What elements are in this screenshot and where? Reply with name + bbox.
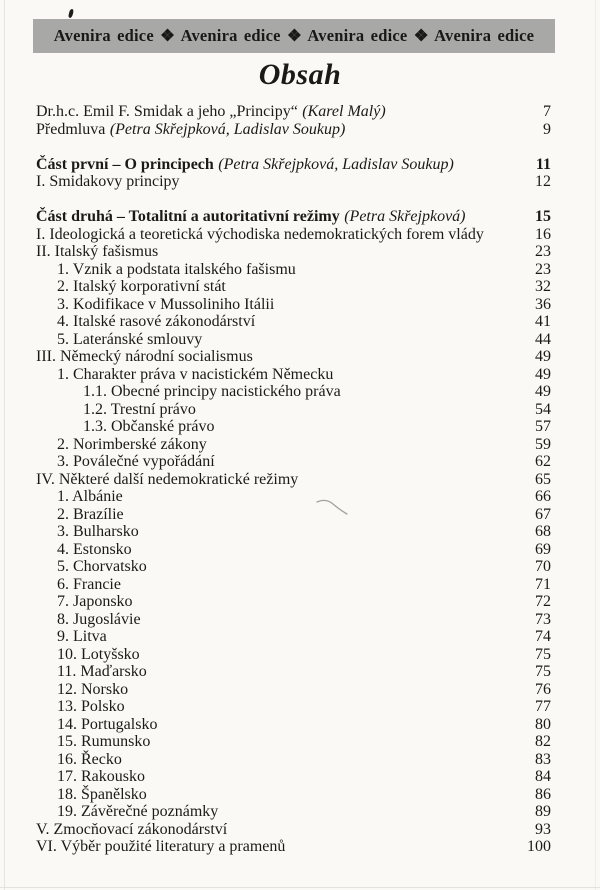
toc-entry — [36, 838, 551, 856]
entry-title: 11. Maďarsko — [57, 663, 147, 680]
entry-page-number: 82 — [535, 733, 551, 750]
entry-page-number: 54 — [535, 400, 551, 418]
entry-page-number: 65 — [535, 470, 551, 488]
entry-page-number: 100 — [527, 838, 551, 855]
toc-entry — [36, 313, 551, 331]
entry-title: 3. Bulharsko — [57, 523, 139, 540]
entry-title: Dr.h.c. Emil F. Smidak a jeho „Principy“ — [36, 103, 298, 120]
scan-bottom-edge — [0, 887, 600, 888]
toc-entry — [36, 821, 551, 839]
entry-title: 6. Francie — [57, 575, 121, 593]
entry-title: 1.3. Občanské právo — [83, 418, 215, 435]
toc-entry — [36, 593, 551, 611]
entry-authors: (Petra Skřejpková, Ladislav Soukup) — [109, 120, 346, 138]
entry-page-number: 62 — [535, 453, 551, 470]
toc-entry — [36, 296, 551, 314]
entry-title: 1. Albánie — [57, 488, 123, 505]
entry-page-number: 72 — [535, 593, 551, 610]
toc-entry — [36, 488, 551, 506]
entry-page-number: 69 — [535, 540, 551, 558]
entry-authors: (Karel Malý) — [302, 103, 386, 120]
entry-title: 1.1. Obecné principy nacistického práva — [83, 383, 341, 400]
entry-title: 14. Portugalsko — [57, 715, 158, 733]
toc-entry — [36, 401, 551, 419]
entry-page-number: 41 — [535, 313, 551, 330]
entry-title: 15. Rumunsko — [57, 733, 151, 750]
toc-entry — [36, 436, 551, 454]
toc-entry — [36, 733, 551, 751]
toc-entry — [36, 663, 551, 681]
entry-page-number: 44 — [535, 330, 551, 348]
toc-entry — [36, 803, 551, 821]
entry-title: 8. Jugoslávie — [57, 610, 141, 628]
entry-title: 1. Charakter práva v nacistickém Německu — [57, 365, 334, 383]
scan-right-edge — [595, 0, 596, 890]
toc-entry — [36, 383, 551, 401]
toc-entry — [36, 576, 551, 594]
entry-page-number: 75 — [535, 663, 551, 680]
entry-page-number: 77 — [535, 698, 551, 715]
entry-title: Část druhá – Totalitní a autoritativní režimy — [36, 208, 340, 225]
entry-page-number: 83 — [535, 750, 551, 768]
toc-entry — [36, 366, 551, 384]
entry-title: 13. Polsko — [57, 698, 125, 715]
entry-page-number: 9 — [543, 120, 551, 138]
entry-page-number: 89 — [535, 803, 551, 820]
entry-title: 3. Poválečné vypořádání — [57, 453, 215, 470]
entry-title: 1.2. Trestní právo — [83, 400, 196, 418]
entry-title: 7. Japonsko — [57, 593, 133, 610]
toc-entry — [36, 558, 551, 576]
series-banner: Avenira edice ❖ Avenira edice ❖ Avenira edice ❖ Avenira edice — [33, 19, 555, 53]
toc-entry — [36, 646, 551, 664]
entry-page-number: 73 — [535, 610, 551, 628]
entry-title: I. Smidakovy principy — [36, 173, 180, 190]
entry-title: 1. Vznik a podstata italského fašismu — [57, 260, 296, 278]
entry-title: 2. Brazílie — [57, 505, 124, 523]
entry-title: 9. Litva — [57, 628, 107, 645]
entry-page-number: 49 — [535, 348, 551, 365]
entry-page-number: 76 — [535, 680, 551, 698]
entry-title: 5. Lateránské smlouvy — [57, 330, 203, 348]
toc-entry — [36, 331, 551, 349]
entry-page-number: 74 — [535, 628, 551, 645]
entry-title: Část první – O principech — [36, 155, 214, 173]
entry-page-number: 12 — [535, 173, 551, 190]
entry-page-number: 80 — [535, 715, 551, 733]
toc-entry — [36, 226, 551, 244]
entry-page-number: 49 — [535, 383, 551, 400]
entry-title: II. Italský fašismus — [36, 243, 159, 260]
entry-title: I. Ideologická a teoretická východiska nedemokratických forem vlády — [36, 225, 484, 243]
entry-page-number: 16 — [535, 225, 551, 243]
toc-entry — [36, 768, 551, 786]
toc-entry — [36, 278, 551, 296]
entry-page-number: 49 — [535, 365, 551, 383]
entry-page-number: 23 — [535, 260, 551, 278]
entry-page-number: 59 — [535, 435, 551, 453]
toc-entry — [36, 261, 551, 279]
entry-page-number: 86 — [535, 785, 551, 803]
entry-page-number: 36 — [535, 295, 551, 313]
entry-page-number: 23 — [535, 243, 551, 260]
toc-entry — [36, 681, 551, 699]
entry-title: 5. Chorvatsko — [57, 558, 147, 575]
entry-page-number: 32 — [535, 278, 551, 295]
entry-title: III. Německý národní socialismus — [36, 348, 253, 365]
toc-part-heading — [36, 208, 551, 226]
entry-page-number: 84 — [535, 768, 551, 785]
toc-entry — [36, 506, 551, 524]
entry-title: Předmluva — [36, 120, 106, 138]
ink-speck — [68, 9, 74, 19]
toc-entry — [36, 611, 551, 629]
toc-entry — [36, 698, 551, 716]
toc-entry — [36, 751, 551, 769]
page-title: Obsah — [258, 58, 342, 91]
entry-title: IV. Některé další nedemokratické režimy — [36, 470, 299, 488]
entry-authors: (Petra Skřejpková) — [344, 208, 466, 225]
toc-entry — [36, 418, 551, 436]
entry-page-number: 71 — [535, 575, 551, 593]
entry-title: 17. Rakousko — [57, 768, 145, 785]
entry-page-number: 11 — [535, 155, 551, 173]
toc-entry — [36, 716, 551, 734]
entry-page-number: 67 — [535, 505, 551, 523]
entry-title: 3. Kodifikace v Mussoliniho Itálii — [57, 295, 275, 313]
toc-entry — [36, 121, 551, 139]
toc-entry — [36, 523, 551, 541]
entry-title: 10. Lotyšsko — [57, 645, 140, 663]
toc-entry — [36, 103, 551, 121]
toc-entry — [36, 786, 551, 804]
entry-authors: (Petra Skřejpková, Ladislav Soukup) — [218, 155, 454, 173]
toc-entry — [36, 471, 551, 489]
entry-page-number: 66 — [535, 488, 551, 505]
toc-entry — [36, 243, 551, 261]
entry-title: 12. Norsko — [57, 680, 129, 698]
scan-left-edge — [4, 0, 5, 890]
toc-entry — [36, 628, 551, 646]
entry-title: 18. Španělsko — [57, 785, 147, 803]
toc-entry — [36, 348, 551, 366]
entry-title: 4. Estonsko — [57, 540, 132, 558]
toc-entry — [36, 173, 551, 191]
toc-part-heading — [36, 156, 551, 174]
entry-page-number: 68 — [535, 523, 551, 540]
entry-title: V. Zmocňovací zákonodárství — [36, 820, 228, 838]
entry-page-number: 15 — [535, 208, 551, 225]
entry-page-number: 93 — [535, 820, 551, 838]
entry-page-number: 75 — [535, 645, 551, 663]
entry-title: 2. Italský korporativní stát — [57, 278, 226, 295]
entry-title: 4. Italské rasové zákonodárství — [57, 313, 256, 330]
entry-page-number: 7 — [543, 103, 551, 120]
entry-title: 2. Norimberské zákony — [57, 435, 207, 453]
entry-page-number: 57 — [535, 418, 551, 435]
table-of-contents — [36, 103, 551, 856]
entry-title: 19. Závěrečné poznámky — [57, 803, 219, 820]
toc-entry — [36, 541, 551, 559]
entry-title: VI. Výběr použité literatury a pramenů — [36, 838, 286, 855]
entry-page-number: 70 — [535, 558, 551, 575]
entry-title: 16. Řecko — [57, 750, 122, 768]
toc-entry — [36, 453, 551, 471]
